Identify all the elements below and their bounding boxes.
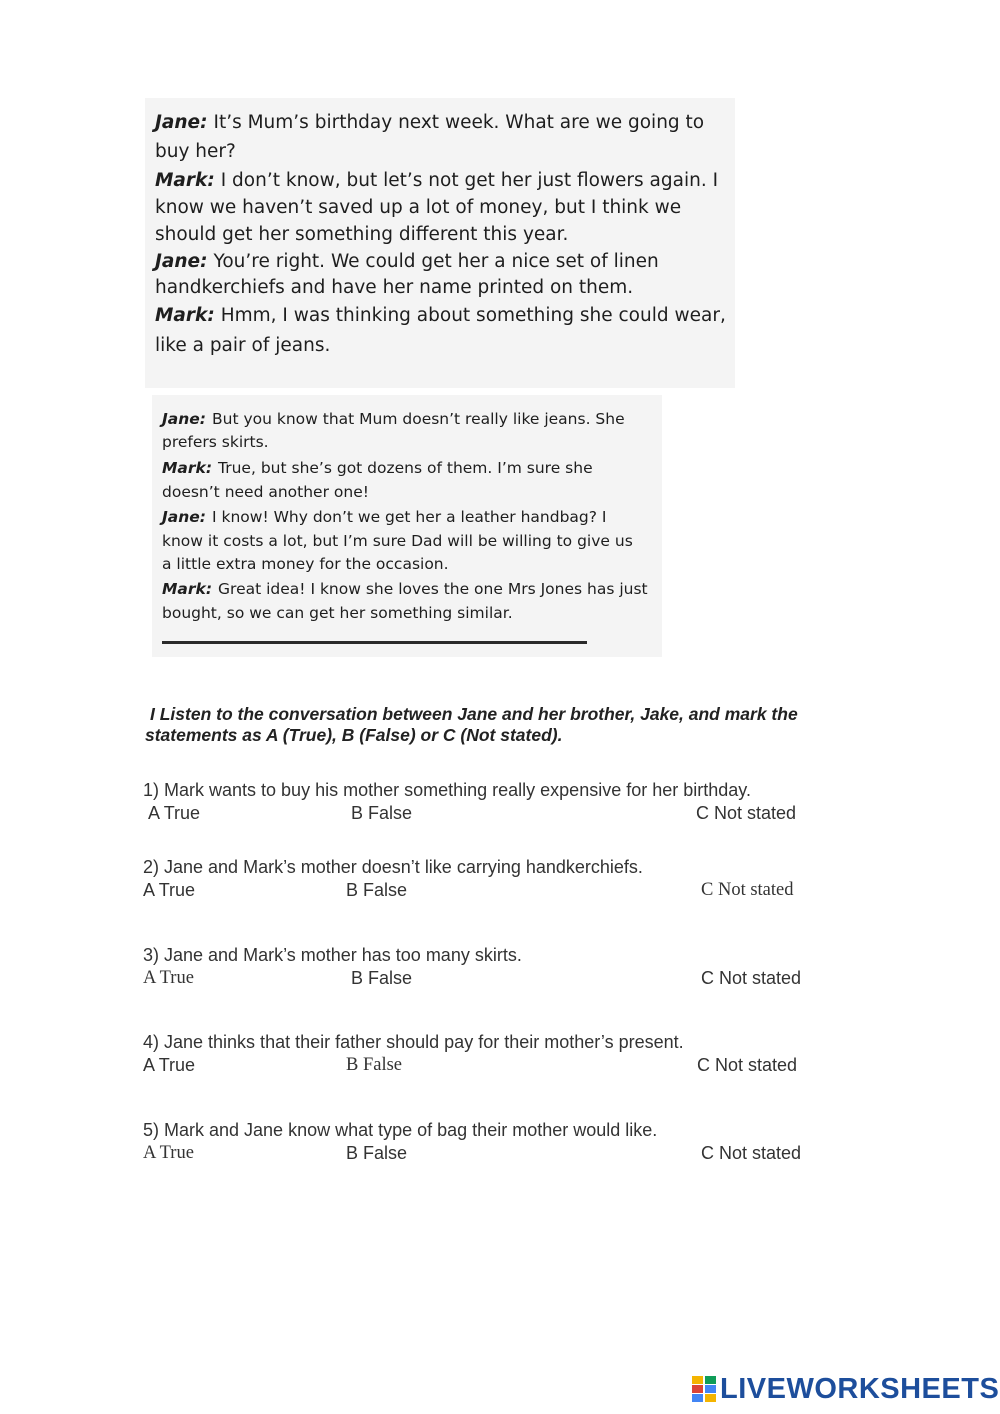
dialogue-text: a little extra money for the occasion. <box>162 555 449 573</box>
dialogue-line <box>155 251 659 272</box>
divider-line <box>162 641 587 644</box>
dialogue-line <box>162 532 633 550</box>
dialogue-line <box>162 508 606 526</box>
dialogue-text: know it costs a lot, but I’m sure Dad will be willing to give us <box>162 532 633 550</box>
dialogue-text: prefers skirts. <box>162 433 269 451</box>
instructions-line-1: I Listen to the conversation between Jane and her brother, Jake, and mark the <box>150 704 798 724</box>
speaker-name: Mark: <box>162 459 213 477</box>
speaker-name: Mark: <box>162 580 213 598</box>
option-b[interactable]: B False <box>346 1143 408 1163</box>
brand-name: LIVEWORKSHEETS <box>720 1372 1000 1405</box>
speaker-name: Jane: <box>155 112 208 133</box>
speaker-name: Jane: <box>162 410 206 428</box>
dialogue-line <box>162 604 513 622</box>
dialogue-text: You’re right. We could get her a nice set of linen <box>213 251 659 272</box>
dialogue-line <box>155 112 704 133</box>
dialogue-line <box>162 433 269 451</box>
dialogue-line <box>162 410 625 428</box>
dialogue-line <box>162 580 648 598</box>
dialogue-line <box>155 335 330 356</box>
dialogue-line <box>155 197 681 218</box>
dialogue-line <box>162 459 593 477</box>
option-c[interactable]: C Not stated <box>696 803 797 823</box>
speaker-name: Mark: <box>155 305 215 326</box>
question-stem: 4) Jane thinks that their father should pay for their mother’s present. <box>143 1032 684 1052</box>
dialogue-text: know we haven’t saved up a lot of money, but I think we <box>155 197 682 218</box>
dialogue-scan-part2 <box>152 395 662 657</box>
question-stem: 3) Jane and Mark’s mother has too many skirts. <box>143 945 522 965</box>
dialogue-text: Great idea! I know she loves the one Mrs Jones has just <box>218 580 648 598</box>
option-a[interactable]: A True <box>143 968 194 988</box>
question-stem: 2) Jane and Mark’s mother doesn’t like carrying handkerchiefs. <box>143 857 643 877</box>
option-a[interactable]: A True <box>143 1143 194 1163</box>
dialogue-text: buy her? <box>155 141 236 162</box>
question-stem: 5) Mark and Jane know what type of bag their mother would like. <box>143 1120 658 1140</box>
dialogue-text: I know! Why don’t we get her a leather handbag? I <box>211 508 607 526</box>
option-b[interactable]: B False <box>351 803 413 823</box>
speaker-name: Mark: <box>155 170 215 191</box>
dialogue-text: True, but she’s got dozens of them. I’m sure she <box>218 459 593 477</box>
dialogue-text: I don’t know, but let’s not get her just flowers again. I <box>220 170 719 191</box>
dialogue-text: doesn’t need another one! <box>162 483 369 501</box>
dialogue-line <box>155 170 718 191</box>
option-c[interactable]: C Not stated <box>701 880 794 900</box>
instructions <box>145 704 885 746</box>
option-c[interactable]: C Not stated <box>701 1143 802 1163</box>
dialogue-text: Hmm, I was thinking about something she could wear, <box>220 305 726 326</box>
speaker-name: Jane: <box>162 508 206 526</box>
option-b[interactable]: B False <box>346 1055 403 1075</box>
option-a[interactable]: A True <box>148 803 201 823</box>
question-stem: 1) Mark wants to buy his mother something really expensive for her birthday. <box>143 780 751 800</box>
instructions-line-2: statements as A (True), B (False) or C (Not stated). <box>145 725 563 745</box>
dialogue-line <box>162 555 449 573</box>
dialogue-line <box>155 305 726 326</box>
dialogue-text: It’s Mum’s birthday next week. What are we going to <box>213 112 705 133</box>
liveworksheets-logo-icon <box>692 1376 716 1402</box>
option-b[interactable]: B False <box>346 880 408 900</box>
dialogue-text: like a pair of jeans. <box>155 335 331 356</box>
option-b[interactable]: B False <box>351 968 413 988</box>
dialogue-line <box>155 141 236 162</box>
option-a[interactable]: A True <box>143 1055 196 1075</box>
dialogue-line <box>162 483 369 501</box>
dialogue-text: bought, so we can get her something similar. <box>162 604 513 622</box>
dialogue-text: should get her something different this year. <box>155 224 569 245</box>
dialogue-scan-part1 <box>145 98 735 388</box>
liveworksheets-brand <box>692 1374 999 1404</box>
dialogue-text: handkerchiefs and have her name printed on them. <box>155 277 634 298</box>
option-c[interactable]: C Not stated <box>701 968 802 988</box>
option-c[interactable]: C Not stated <box>697 1055 798 1075</box>
option-a[interactable]: A True <box>143 880 196 900</box>
speaker-name: Jane: <box>155 251 208 272</box>
dialogue-text: But you know that Mum doesn’t really like jeans. She <box>211 410 625 428</box>
dialogue-line <box>155 277 633 298</box>
dialogue-line <box>155 224 568 245</box>
